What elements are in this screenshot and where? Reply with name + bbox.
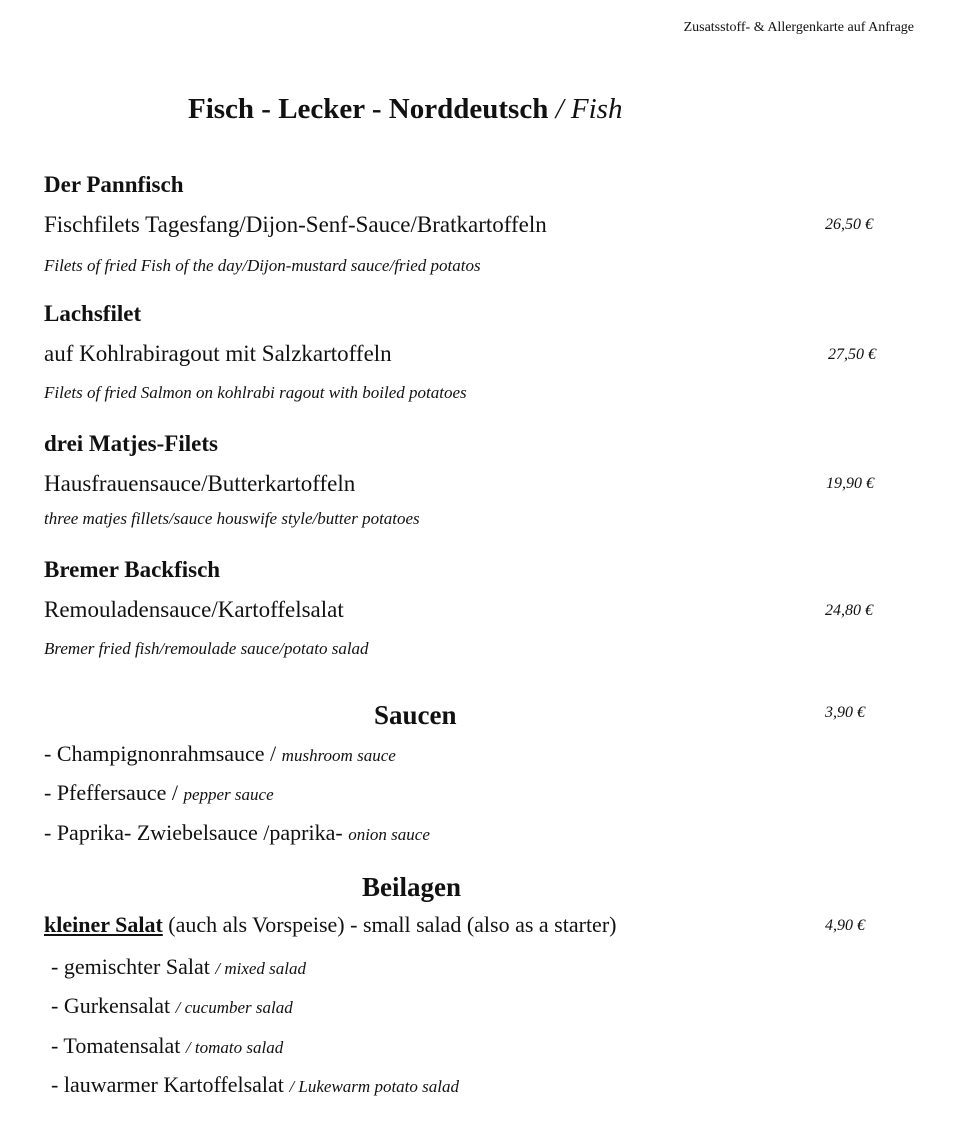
salad-item-de: - gemischter Salat [51, 954, 210, 979]
salad-item [51, 954, 306, 980]
title-main: Fisch - Lecker - Norddeutsch [188, 93, 549, 125]
sauce-item-en: onion sauce [348, 825, 430, 844]
dish-description-en: three matjes fillets/sauce houswife style/butter potatoes [44, 509, 420, 528]
dish-description-en: Filets of fried Salmon on kohlrabi ragout with boiled potatoes [44, 383, 467, 402]
dish-description-de: Hausfrauensauce/Butterkartoffeln [44, 471, 356, 496]
dish-name: Der Pannfisch [44, 172, 184, 197]
salad-item [51, 1033, 283, 1059]
dish-description-de: Fischfilets Tagesfang/Dijon-Senf-Sauce/Bratkartoffeln [44, 212, 547, 237]
salad-item-de: - Gurkensalat [51, 993, 171, 1018]
dish-description-de: Remouladensauce/Kartoffelsalat [44, 597, 344, 622]
salad-item-en: / tomato salad [185, 1038, 284, 1057]
saucen-price: 3,90 € [825, 704, 865, 721]
sauce-item [44, 820, 430, 846]
sauce-item [44, 741, 396, 767]
sauce-item-en: mushroom sauce [281, 746, 396, 765]
small-salad-description: (auch als Vorspeise) - small salad (also as a starter) [168, 912, 617, 937]
sauce-item-de: - Pfeffersauce / [44, 780, 178, 805]
salad-item-en: / Lukewarm potato salad [289, 1077, 459, 1096]
salad-item [51, 1072, 459, 1098]
salad-item-en: / cucumber salad [175, 998, 293, 1017]
salad-item-de: - Tomatensalat [51, 1033, 181, 1058]
dish-price: 24,80 € [825, 602, 873, 619]
title-separator: / [555, 93, 564, 125]
sauce-item-de: - Paprika- Zwiebelsauce /paprika- [44, 820, 343, 845]
salad-item-de: - lauwarmer Kartoffelsalat [51, 1072, 284, 1097]
dish-description-en: Filets of fried Fish of the day/Dijon-mustard sauce/fried potatos [44, 256, 481, 275]
small-salad-line [44, 912, 616, 938]
title-english: Fish [570, 93, 623, 125]
dish-description-en: Bremer fried fish/remoulade sauce/potato salad [44, 639, 369, 658]
salad-item-en: / mixed salad [215, 959, 306, 978]
small-salad-label: kleiner Salat [44, 912, 163, 937]
dish-name: Lachsfilet [44, 301, 142, 326]
page-title [188, 93, 622, 126]
dish-description-de: auf Kohlrabiragout mit Salzkartoffeln [44, 341, 392, 366]
saucen-heading: Saucen [374, 700, 457, 730]
dish-name: Bremer Backfisch [44, 557, 221, 582]
dish-price: 27,50 € [828, 346, 876, 363]
sauce-item-de: - Champignonrahmsauce / [44, 741, 277, 766]
allergen-notice: Zusatsstoff- & Allergenkarte auf Anfrage [683, 20, 914, 35]
dish-price: 26,50 € [825, 216, 873, 233]
sauce-item [44, 780, 274, 806]
dish-name: drei Matjes-Filets [44, 431, 218, 456]
dish-price: 19,90 € [826, 475, 874, 492]
beilagen-heading: Beilagen [362, 872, 461, 902]
salad-item [51, 993, 293, 1019]
sauce-item-en: pepper sauce [183, 785, 274, 804]
small-salad-price: 4,90 € [825, 917, 865, 934]
